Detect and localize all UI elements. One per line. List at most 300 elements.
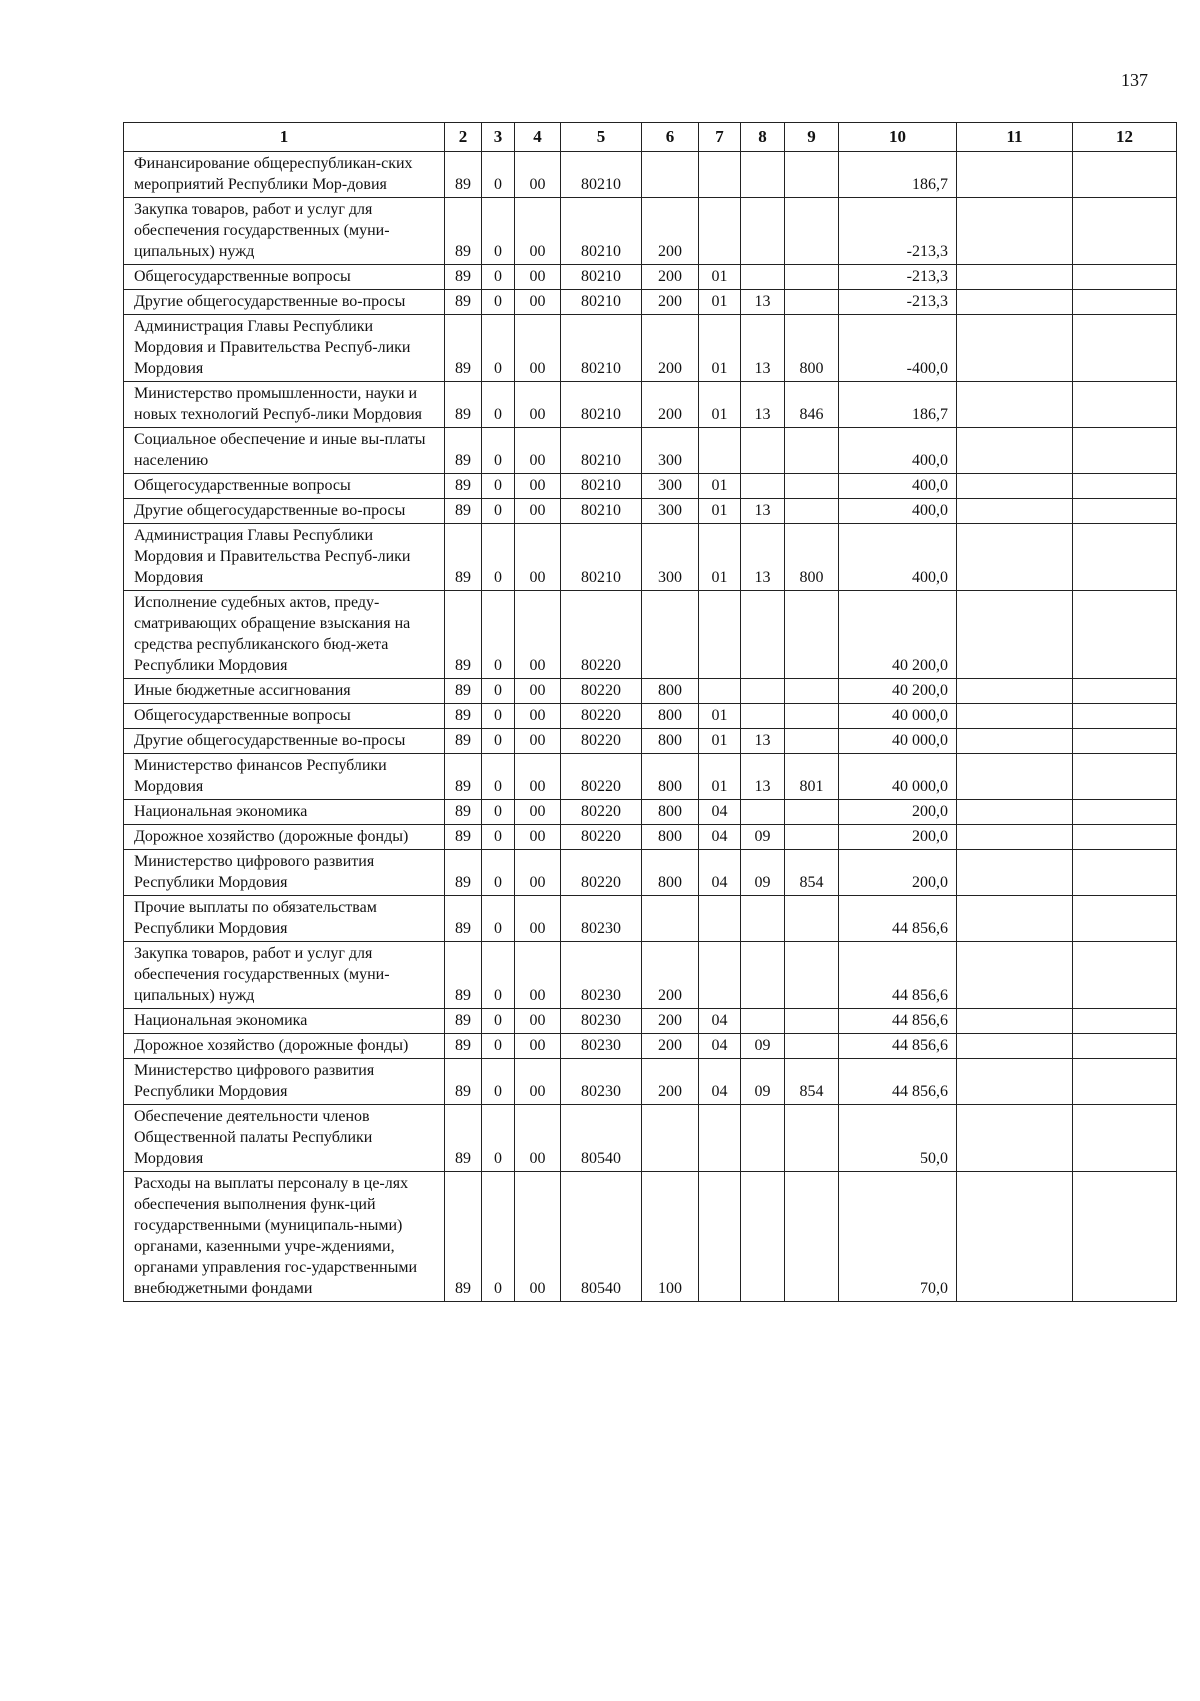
cell-code-5: 80220 <box>561 591 642 679</box>
cell-code-2: 89 <box>445 1105 482 1172</box>
cell-item-name: Иные бюджетные ассигнования <box>124 679 445 704</box>
cell-code-8: 13 <box>741 729 785 754</box>
cell-col-11 <box>957 524 1073 591</box>
cell-code-9 <box>785 896 839 942</box>
cell-amount: 40 000,0 <box>839 729 957 754</box>
cell-code-3: 0 <box>482 754 515 800</box>
cell-code-4: 00 <box>515 825 561 850</box>
cell-code-3: 0 <box>482 474 515 499</box>
header-cell: 10 <box>839 123 957 152</box>
cell-col-11 <box>957 679 1073 704</box>
cell-code-8 <box>741 704 785 729</box>
cell-code-7: 04 <box>699 800 741 825</box>
cell-amount: 400,0 <box>839 428 957 474</box>
cell-col-12 <box>1073 754 1177 800</box>
cell-code-7 <box>699 428 741 474</box>
cell-code-2: 89 <box>445 1034 482 1059</box>
cell-code-2: 89 <box>445 152 482 198</box>
cell-col-12 <box>1073 474 1177 499</box>
cell-code-5: 80210 <box>561 152 642 198</box>
cell-code-5: 80230 <box>561 896 642 942</box>
cell-code-2: 89 <box>445 754 482 800</box>
cell-col-12 <box>1073 265 1177 290</box>
table-row <box>124 850 1177 896</box>
cell-col-12 <box>1073 499 1177 524</box>
cell-col-12 <box>1073 315 1177 382</box>
cell-col-12 <box>1073 896 1177 942</box>
table-row <box>124 1105 1177 1172</box>
cell-code-4: 00 <box>515 896 561 942</box>
header-cell: 8 <box>741 123 785 152</box>
cell-col-11 <box>957 499 1073 524</box>
cell-code-2: 89 <box>445 499 482 524</box>
cell-code-3: 0 <box>482 800 515 825</box>
cell-code-4: 00 <box>515 265 561 290</box>
cell-code-5: 80230 <box>561 1034 642 1059</box>
cell-code-5: 80210 <box>561 524 642 591</box>
table-row <box>124 428 1177 474</box>
cell-code-7: 01 <box>699 474 741 499</box>
table-row <box>124 265 1177 290</box>
table-row <box>124 315 1177 382</box>
cell-amount: 44 856,6 <box>839 1059 957 1105</box>
cell-code-3: 0 <box>482 896 515 942</box>
table-row <box>124 382 1177 428</box>
cell-amount: 50,0 <box>839 1105 957 1172</box>
cell-code-8 <box>741 1009 785 1034</box>
table-row <box>124 474 1177 499</box>
cell-code-5: 80540 <box>561 1105 642 1172</box>
table-row <box>124 198 1177 265</box>
table-row <box>124 942 1177 1009</box>
cell-code-5: 80220 <box>561 825 642 850</box>
cell-code-5: 80220 <box>561 754 642 800</box>
cell-col-12 <box>1073 382 1177 428</box>
table-row <box>124 591 1177 679</box>
cell-col-12 <box>1073 152 1177 198</box>
cell-code-2: 89 <box>445 524 482 591</box>
cell-code-6: 300 <box>642 428 699 474</box>
cell-code-5: 80210 <box>561 315 642 382</box>
cell-amount: 186,7 <box>839 152 957 198</box>
cell-code-8 <box>741 1105 785 1172</box>
cell-code-3: 0 <box>482 1059 515 1105</box>
cell-code-7: 01 <box>699 265 741 290</box>
cell-code-3: 0 <box>482 499 515 524</box>
header-cell: 6 <box>642 123 699 152</box>
header-cell: 4 <box>515 123 561 152</box>
cell-col-11 <box>957 896 1073 942</box>
cell-code-9 <box>785 265 839 290</box>
cell-col-11 <box>957 265 1073 290</box>
cell-amount: 40 200,0 <box>839 679 957 704</box>
cell-code-2: 89 <box>445 679 482 704</box>
cell-code-6: 300 <box>642 474 699 499</box>
cell-code-2: 89 <box>445 825 482 850</box>
cell-code-3: 0 <box>482 382 515 428</box>
cell-code-3: 0 <box>482 428 515 474</box>
cell-code-2: 89 <box>445 382 482 428</box>
cell-amount: 44 856,6 <box>839 942 957 1009</box>
cell-amount: -213,3 <box>839 198 957 265</box>
cell-item-name: Другие общегосударственные во-просы <box>124 290 445 315</box>
cell-amount: 40 000,0 <box>839 754 957 800</box>
cell-code-9 <box>785 704 839 729</box>
cell-code-7: 04 <box>699 850 741 896</box>
cell-code-4: 00 <box>515 315 561 382</box>
table-row <box>124 729 1177 754</box>
cell-code-6: 800 <box>642 800 699 825</box>
cell-code-7 <box>699 942 741 1009</box>
cell-col-11 <box>957 1059 1073 1105</box>
cell-col-12 <box>1073 850 1177 896</box>
cell-col-11 <box>957 729 1073 754</box>
cell-code-9 <box>785 290 839 315</box>
cell-code-6: 200 <box>642 315 699 382</box>
cell-code-3: 0 <box>482 1105 515 1172</box>
header-cell: 5 <box>561 123 642 152</box>
cell-col-12 <box>1073 942 1177 1009</box>
cell-code-4: 00 <box>515 499 561 524</box>
cell-col-12 <box>1073 290 1177 315</box>
cell-code-3: 0 <box>482 1009 515 1034</box>
header-cell: 2 <box>445 123 482 152</box>
cell-code-5: 80540 <box>561 1172 642 1302</box>
cell-code-7: 01 <box>699 704 741 729</box>
cell-code-3: 0 <box>482 704 515 729</box>
cell-code-2: 89 <box>445 265 482 290</box>
cell-col-11 <box>957 704 1073 729</box>
cell-code-8 <box>741 591 785 679</box>
cell-code-2: 89 <box>445 591 482 679</box>
cell-code-3: 0 <box>482 198 515 265</box>
cell-code-6 <box>642 152 699 198</box>
cell-code-6: 200 <box>642 1034 699 1059</box>
cell-code-6: 300 <box>642 499 699 524</box>
cell-code-7: 01 <box>699 754 741 800</box>
cell-item-name: Социальное обеспечение и иные вы-платы населению <box>124 428 445 474</box>
table-row <box>124 704 1177 729</box>
cell-code-4: 00 <box>515 1105 561 1172</box>
cell-code-6 <box>642 591 699 679</box>
cell-code-4: 00 <box>515 290 561 315</box>
cell-code-5: 80210 <box>561 474 642 499</box>
cell-code-9 <box>785 1009 839 1034</box>
header-cell: 11 <box>957 123 1073 152</box>
cell-item-name: Исполнение судебных актов, преду-сматривающих обращение взыскания на средства республиканского бюд-жета Республики Мордовия <box>124 591 445 679</box>
cell-code-2: 89 <box>445 704 482 729</box>
cell-code-8: 13 <box>741 315 785 382</box>
cell-code-8: 09 <box>741 850 785 896</box>
cell-amount: 200,0 <box>839 825 957 850</box>
cell-code-7 <box>699 1105 741 1172</box>
cell-amount: 70,0 <box>839 1172 957 1302</box>
cell-code-8 <box>741 152 785 198</box>
cell-code-2: 89 <box>445 800 482 825</box>
cell-code-4: 00 <box>515 1059 561 1105</box>
cell-code-9 <box>785 591 839 679</box>
cell-col-11 <box>957 825 1073 850</box>
cell-code-7 <box>699 679 741 704</box>
cell-code-3: 0 <box>482 152 515 198</box>
cell-col-12 <box>1073 524 1177 591</box>
cell-col-11 <box>957 1172 1073 1302</box>
cell-code-2: 89 <box>445 850 482 896</box>
cell-item-name: Другие общегосударственные во-просы <box>124 499 445 524</box>
cell-code-4: 00 <box>515 1034 561 1059</box>
cell-col-12 <box>1073 704 1177 729</box>
cell-code-3: 0 <box>482 591 515 679</box>
cell-code-7 <box>699 1172 741 1302</box>
cell-code-6: 800 <box>642 729 699 754</box>
cell-code-9: 800 <box>785 315 839 382</box>
cell-code-8: 13 <box>741 754 785 800</box>
cell-code-4: 00 <box>515 198 561 265</box>
cell-code-6: 200 <box>642 265 699 290</box>
cell-col-12 <box>1073 1059 1177 1105</box>
cell-col-11 <box>957 1105 1073 1172</box>
cell-code-8: 13 <box>741 290 785 315</box>
table-row <box>124 1059 1177 1105</box>
cell-code-7: 01 <box>699 290 741 315</box>
cell-code-2: 89 <box>445 1009 482 1034</box>
cell-item-name: Общегосударственные вопросы <box>124 474 445 499</box>
cell-code-4: 00 <box>515 428 561 474</box>
cell-code-3: 0 <box>482 315 515 382</box>
cell-col-11 <box>957 428 1073 474</box>
cell-code-8: 09 <box>741 1059 785 1105</box>
cell-code-9: 846 <box>785 382 839 428</box>
cell-code-2: 89 <box>445 315 482 382</box>
cell-code-3: 0 <box>482 825 515 850</box>
table-row <box>124 825 1177 850</box>
table-row <box>124 679 1177 704</box>
cell-col-12 <box>1073 1105 1177 1172</box>
cell-code-9: 854 <box>785 1059 839 1105</box>
cell-code-8: 13 <box>741 382 785 428</box>
cell-code-8 <box>741 474 785 499</box>
cell-code-5: 80210 <box>561 499 642 524</box>
cell-col-12 <box>1073 825 1177 850</box>
cell-code-5: 80210 <box>561 198 642 265</box>
cell-code-6: 800 <box>642 704 699 729</box>
cell-item-name: Прочие выплаты по обязательствам Республики Мордовия <box>124 896 445 942</box>
cell-code-7: 04 <box>699 825 741 850</box>
header-cell: 12 <box>1073 123 1177 152</box>
cell-code-9 <box>785 729 839 754</box>
cell-code-2: 89 <box>445 896 482 942</box>
table-row <box>124 896 1177 942</box>
cell-code-4: 00 <box>515 524 561 591</box>
cell-code-7: 04 <box>699 1059 741 1105</box>
cell-code-6: 100 <box>642 1172 699 1302</box>
cell-code-6 <box>642 896 699 942</box>
cell-code-6: 300 <box>642 524 699 591</box>
cell-col-12 <box>1073 1034 1177 1059</box>
cell-col-12 <box>1073 1172 1177 1302</box>
cell-code-2: 89 <box>445 198 482 265</box>
cell-code-9 <box>785 1172 839 1302</box>
cell-code-6: 800 <box>642 754 699 800</box>
cell-code-8: 09 <box>741 825 785 850</box>
cell-code-5: 80230 <box>561 942 642 1009</box>
cell-code-8 <box>741 198 785 265</box>
cell-code-9 <box>785 942 839 1009</box>
cell-amount: 40 000,0 <box>839 704 957 729</box>
cell-item-name: Обеспечение деятельности членов Общественной палаты Республики Мордовия <box>124 1105 445 1172</box>
cell-amount: -400,0 <box>839 315 957 382</box>
cell-code-3: 0 <box>482 679 515 704</box>
cell-code-3: 0 <box>482 265 515 290</box>
cell-code-4: 00 <box>515 591 561 679</box>
cell-code-7: 04 <box>699 1009 741 1034</box>
cell-col-12 <box>1073 198 1177 265</box>
cell-code-7: 01 <box>699 524 741 591</box>
cell-code-9 <box>785 198 839 265</box>
cell-code-6 <box>642 1105 699 1172</box>
cell-code-8: 13 <box>741 524 785 591</box>
cell-code-3: 0 <box>482 524 515 591</box>
cell-col-11 <box>957 850 1073 896</box>
cell-col-12 <box>1073 591 1177 679</box>
cell-item-name: Национальная экономика <box>124 1009 445 1034</box>
cell-item-name: Национальная экономика <box>124 800 445 825</box>
cell-item-name: Финансирование общереспубликан-ских мероприятий Республики Мор-довия <box>124 152 445 198</box>
cell-code-8 <box>741 896 785 942</box>
table-body <box>124 152 1177 1302</box>
cell-code-8 <box>741 428 785 474</box>
cell-item-name: Министерство промышленности, науки и новых технологий Респуб-лики Мордовия <box>124 382 445 428</box>
cell-code-5: 80220 <box>561 729 642 754</box>
cell-amount: 40 200,0 <box>839 591 957 679</box>
cell-amount: 200,0 <box>839 850 957 896</box>
cell-col-12 <box>1073 800 1177 825</box>
table-row <box>124 754 1177 800</box>
cell-code-6: 800 <box>642 825 699 850</box>
cell-code-4: 00 <box>515 152 561 198</box>
cell-code-8: 09 <box>741 1034 785 1059</box>
cell-amount: -213,3 <box>839 290 957 315</box>
cell-code-4: 00 <box>515 942 561 1009</box>
cell-code-5: 80230 <box>561 1059 642 1105</box>
cell-code-5: 80210 <box>561 428 642 474</box>
cell-code-9 <box>785 1105 839 1172</box>
cell-code-3: 0 <box>482 1034 515 1059</box>
cell-code-7: 01 <box>699 382 741 428</box>
cell-col-11 <box>957 474 1073 499</box>
header-cell: 9 <box>785 123 839 152</box>
cell-item-name: Министерство цифрового развития Республики Мордовия <box>124 850 445 896</box>
cell-code-5: 80220 <box>561 704 642 729</box>
cell-code-3: 0 <box>482 942 515 1009</box>
cell-code-4: 00 <box>515 704 561 729</box>
cell-amount: 44 856,6 <box>839 1009 957 1034</box>
cell-code-9 <box>785 1034 839 1059</box>
cell-item-name: Министерство финансов Республики Мордовия <box>124 754 445 800</box>
cell-col-11 <box>957 315 1073 382</box>
cell-code-8 <box>741 942 785 1009</box>
cell-code-4: 00 <box>515 1009 561 1034</box>
header-cell: 1 <box>124 123 445 152</box>
cell-col-12 <box>1073 428 1177 474</box>
cell-code-5: 80220 <box>561 679 642 704</box>
cell-code-7 <box>699 896 741 942</box>
header-cell: 7 <box>699 123 741 152</box>
cell-code-6: 200 <box>642 942 699 1009</box>
cell-item-name: Министерство цифрового развития Республики Мордовия <box>124 1059 445 1105</box>
cell-col-12 <box>1073 1009 1177 1034</box>
cell-amount: 44 856,6 <box>839 896 957 942</box>
cell-code-5: 80210 <box>561 265 642 290</box>
cell-code-3: 0 <box>482 1172 515 1302</box>
table-row <box>124 1009 1177 1034</box>
cell-code-2: 89 <box>445 1172 482 1302</box>
cell-code-3: 0 <box>482 850 515 896</box>
cell-col-11 <box>957 591 1073 679</box>
cell-code-9 <box>785 679 839 704</box>
cell-code-8 <box>741 800 785 825</box>
cell-code-8 <box>741 1172 785 1302</box>
cell-col-11 <box>957 198 1073 265</box>
cell-code-8: 13 <box>741 499 785 524</box>
cell-item-name: Другие общегосударственные во-просы <box>124 729 445 754</box>
cell-amount: 200,0 <box>839 800 957 825</box>
cell-item-name: Администрация Главы Республики Мордовия и Правительства Респуб-лики Мордовия <box>124 315 445 382</box>
cell-code-4: 00 <box>515 679 561 704</box>
cell-code-2: 89 <box>445 942 482 1009</box>
cell-item-name: Общегосударственные вопросы <box>124 265 445 290</box>
cell-code-9: 801 <box>785 754 839 800</box>
cell-amount: 44 856,6 <box>839 1034 957 1059</box>
cell-item-name: Дорожное хозяйство (дорожные фонды) <box>124 1034 445 1059</box>
cell-col-11 <box>957 152 1073 198</box>
table-row <box>124 524 1177 591</box>
cell-code-9 <box>785 152 839 198</box>
cell-code-4: 00 <box>515 474 561 499</box>
cell-code-2: 89 <box>445 474 482 499</box>
cell-code-4: 00 <box>515 729 561 754</box>
cell-code-4: 00 <box>515 800 561 825</box>
cell-code-8 <box>741 679 785 704</box>
cell-code-7: 04 <box>699 1034 741 1059</box>
table-row <box>124 1172 1177 1302</box>
cell-code-9: 800 <box>785 524 839 591</box>
cell-code-6: 800 <box>642 679 699 704</box>
cell-code-2: 89 <box>445 428 482 474</box>
cell-item-name: Закупка товаров, работ и услуг для обеспечения государственных (муни-ципальных) нужд <box>124 942 445 1009</box>
cell-code-9: 854 <box>785 850 839 896</box>
cell-code-5: 80220 <box>561 800 642 825</box>
cell-code-6: 200 <box>642 1059 699 1105</box>
table-row <box>124 499 1177 524</box>
header-cell: 3 <box>482 123 515 152</box>
cell-code-7: 01 <box>699 499 741 524</box>
cell-code-2: 89 <box>445 729 482 754</box>
cell-code-9 <box>785 800 839 825</box>
cell-code-6: 200 <box>642 382 699 428</box>
cell-item-name: Закупка товаров, работ и услуг для обеспечения государственных (муни-ципальных) нужд <box>124 198 445 265</box>
cell-amount: 400,0 <box>839 474 957 499</box>
cell-col-11 <box>957 754 1073 800</box>
table-row <box>124 800 1177 825</box>
page-number: 137 <box>1121 70 1148 90</box>
cell-code-4: 00 <box>515 1172 561 1302</box>
cell-amount: 186,7 <box>839 382 957 428</box>
cell-col-12 <box>1073 729 1177 754</box>
cell-code-5: 80220 <box>561 850 642 896</box>
cell-code-7 <box>699 152 741 198</box>
cell-code-7: 01 <box>699 729 741 754</box>
